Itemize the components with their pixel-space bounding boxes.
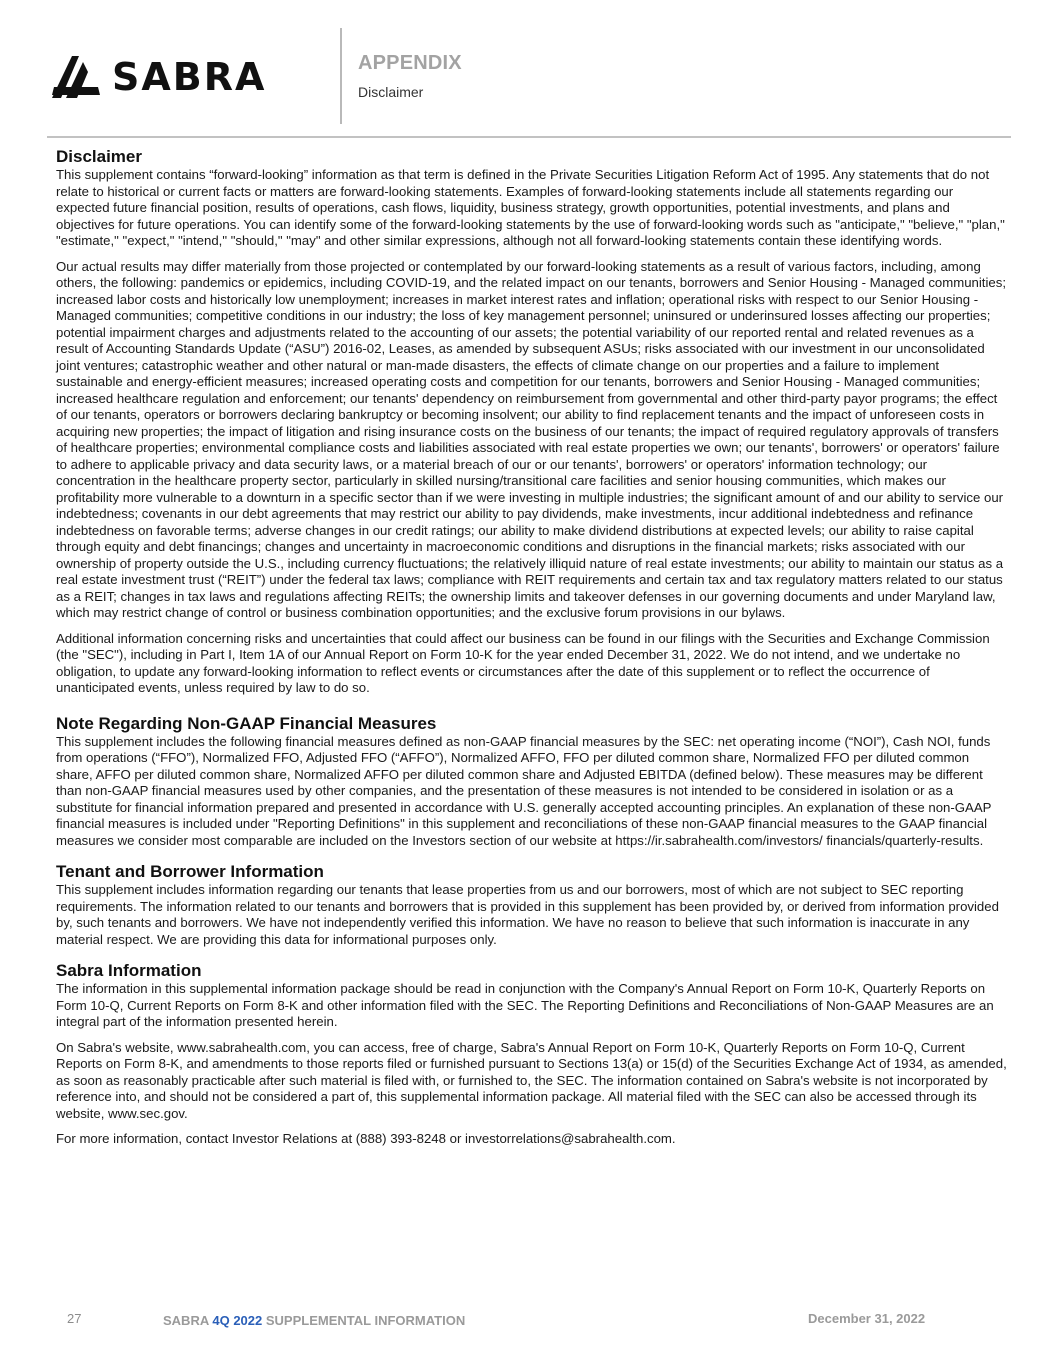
- header-divider: [340, 28, 342, 124]
- footer-doc-label: [163, 1313, 465, 1328]
- sabra-info-contact: For more information, contact Investor Relations at (888) 393-8248 or investorrelations@sabrahealth.com.: [56, 1131, 676, 1146]
- disclaimer-heading: Disclaimer: [56, 147, 142, 166]
- non-gaap-paragraph: This supplement includes the following financial measures defined as non-GAAP financial measures by the SEC: net operating income (“NOI”), Cash NOI, funds from operations (“FFO”), Normalized FFO, Adjusted FFO (“AFFO”), Normalized AFFO, FFO per diluted common share, Normalized FFO per diluted common share, AFFO per diluted common share, Normalized AFFO per diluted common share and Adjusted EBITDA (defined below). These measures may be different than non-GAAP financial measures used by other companies, and the presentation of these measures is not intended to be considered in isolation or as a substitute for financial information prepared and presented in accordance with U.S. generally accepted accounting principles. An explanation of these non-GAAP financial measures is included under "Reporting Definitions" in this supplement and reconciliations of these non-GAAP financial measures to the GAAP financial measures we consider most comparable are included on the Investors section of our website at https://ir.sabrahealth.com/investors/ financials/quarterly-results.: [56, 733, 992, 848]
- footer-doc-type: SUPPLEMENTAL INFORMATION: [265, 1313, 466, 1328]
- page-header: [0, 0, 1055, 137]
- disclaimer-paragraph-3: Additional information concerning risks and uncertainties that could affect our business can be found in our filings with the Securities and Exchange Commission (the "SEC"), including in Part I, Item 1A of our Annual Report on Form 10-K for the year ended December 31, 2022. We do not intend, and we undertake no obligation, to update any forward-looking information to reflect events or circumstances after the date of this supplement or to reflect the occurrence of unanticipated events, unless required by law to do so.: [56, 630, 990, 695]
- sabra-info-heading: Sabra Information: [56, 961, 202, 980]
- non-gaap-heading: Note Regarding Non-GAAP Financial Measures: [56, 713, 437, 733]
- footer-period: 4Q 2022: [212, 1313, 263, 1328]
- page-body: [56, 146, 1008, 1148]
- page-number: 27: [67, 1311, 82, 1326]
- footer-date: December 31, 2022: [808, 1311, 926, 1326]
- sabra-info-paragraph-2: On Sabra's website, www.sabrahealth.com, you can access, free of charge, Sabra's Annual Report on Form 10-K, Quarterly Reports on Form 10-Q, Current Reports on Form 8-K, and amendments to those reports filed or furnished pursuant to Sections 13(a) or 15(d) of the Securities Exchange Act of 1934, as amended, as soon as reasonably practicable after such material is filed with, or furnished to, the SEC. The information contained on Sabra's website is not incorporated by reference into, and should not be considered a part of, this supplemental information package. All material filed with the SEC can also be accessed through its website, www.sec.gov.: [56, 1039, 1007, 1121]
- disclaimer-paragraph-2: Our actual results may differ materially from those projected or contemplated by our forward-looking statements as a result of various factors, including, among others, the following: pandemics or epidemics, including COVID-19, and the related impact on our tenants, borrowers and Senior Housing - Managed communities; increased labor costs and historically low unemployment; increases in market interest rates and inflation; operational risks with respect to our Senior Housing - Managed communities; competitive conditions in our industry; the loss of key management personnel; uninsured or underinsured losses affecting our properties; potential impairment charges and adjustments related to the accounting of our assets; the potential variability of our reported rental and related revenues as a result of Accounting Standards Update (“ASU”) 2016-02, Leases, as amended by subsequent ASUs; risks associated with our investment in our unconsolidated joint ventures; catastrophic weather and other natural or man-made disasters, the effects of climate change on our properties and a failure to implement sustainable and energy-efficient measures; increased operating costs and competition for our tenants, borrowers and Senior Housing - Managed communities; increased healthcare regulation and enforcement; our tenants' dependency on reimbursement from governmental and other third-party payor programs; the effect of our tenants, operators or borrowers declaring bankruptcy or becoming insolvent; our ability to find replacement tenants and the impact of unforeseen costs in acquiring new properties; the impact of litigation and rising insurance costs on the business of our tenants; the impact of required regulatory approvals of transfers of healthcare properties; environmental compliance costs and liabilities associated with real estate properties we own; our tenants', borrowers' or operators' failure to adhere to applicable privacy and data security laws, or a material breach of our or our tenants', borrowers' or operators' information technology; our concentration in the healthcare property sector, particularly in skilled nursing/transitional care facilities and senior housing communities, which makes our profitability more vulnerable to a downturn in a specific sector than if we were investing in multiple industries; the significant amount of and our ability to service our indebtedness; covenants in our debt agreements that may restrict our ability to pay dividends, make investments, incur additional indebtedness and refinance indebtedness on favorable terms; adverse changes in our credit ratings; our ability to make dividend distributions at expected levels; our ability to raise capital through equity and debt financings; changes and uncertainty in macroeconomic conditions and disruptions in the financial markets; risks associated with our ownership of property outside the U.S., including currency fluctuations; the relatively illiquid nature of real estate investments; our ability to maintain our status as a real estate investment trust (“REIT”) under the federal tax laws; compliance with REIT requirements and certain tax and tax regulatory matters related to our status as a REIT; changes in tax laws and regulations affecting REITs; the ownership limits and takeover defenses in our governing documents and under Maryland law, which may restrict change of control or business combination opportunities; and the exclusive forum provisions in our bylaws.: [56, 258, 1006, 620]
- section-subtitle: Disclaimer: [358, 84, 424, 100]
- header-rule: [47, 136, 1011, 138]
- page-footer: [0, 1305, 1055, 1345]
- sabra-info-paragraph-1: The information in this supplemental information package should be read in conjunction with the Company's Annual Report on Form 10-K, Quarterly Reports on Form 10-Q, Current Reports on Form 8-K and other information filed with the SEC. The Reporting Definitions and Reconciliations of Non-GAAP Measures are an integral part of the information presented herein.: [56, 981, 994, 1029]
- logo-wordmark: SABRA: [112, 55, 267, 98]
- disclaimer-paragraph-1: This supplement contains “forward-looking” information as that term is defined in the Private Securities Litigation Reform Act of 1995. Any statements that do not relate to historical or current facts or matters are forward-looking statements. Examples of forward-looking statements include all statements regarding our expected future financial position, results of operations, cash flows, liquidity, business strategy, growth opportunities, potential investments, and plans and objectives for future operations. You can identify some of the forward-looking statements by the use of forward-looking words such as "anticipate," "believe," "plan," "estimate," "expect," "intend," "should," "may" and other similar expressions, although not all forward-looking statements contain these identifying words.: [56, 167, 1005, 248]
- tenant-paragraph: This supplement includes information regarding our tenants that lease properties from us and our borrowers, most of which are not subject to SEC reporting requirements. The information related to our tenants and borrowers that is provided in this supplement has been provided by, or derived from information provided by, such tenants and borrowers. We have not independently verified this information. We have no reason to believe that such information is inaccurate in any material respect. We are providing this data for informational purposes only.: [56, 882, 999, 947]
- sabra-logo: [52, 52, 297, 98]
- tenant-heading: Tenant and Borrower Information: [56, 862, 324, 881]
- section-title: APPENDIX: [358, 52, 462, 74]
- footer-brand: SABRA: [163, 1313, 209, 1328]
